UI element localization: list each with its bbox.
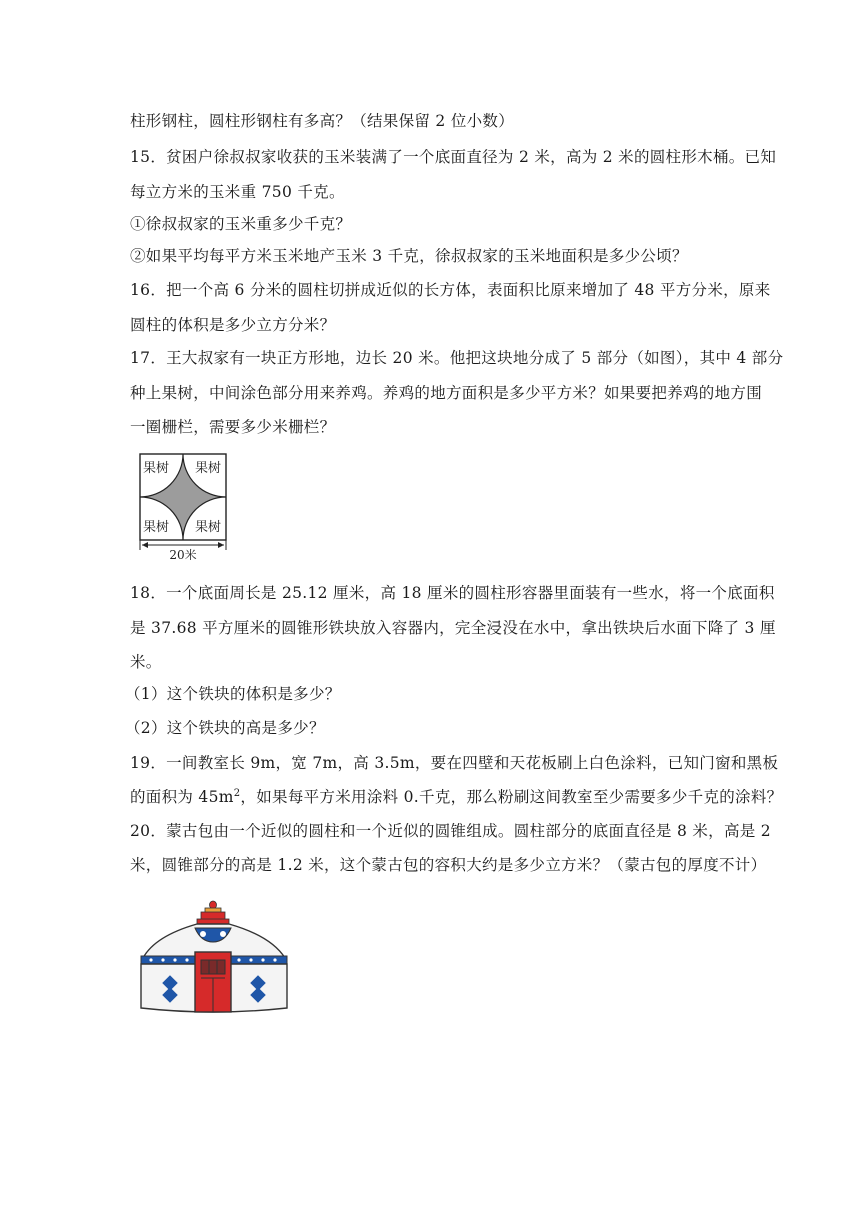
q14-tail: 柱形钢柱，圆柱形钢柱有多高？（结果保留 2 位小数） [130, 112, 515, 130]
q17-line1: 17．王大叔家有一块正方形地，边长 20 米。他把这块地分成了 5 部分（如图），其中 4 部分 [130, 349, 784, 367]
q15-sub2: ②如果平均每平方米玉米地产玉米 3 千克，徐叔叔家的玉米地面积是多少公顷？ [130, 247, 688, 265]
q19-line2: 的面积为 $45m^2$，如果每平方米用涂料 0.千克，那么粉刷这间教室至少需要多少千克的涂料？ [130, 787, 783, 806]
q20-line1: 20．蒙古包由一个近似的圆柱和一个近似的圆锥组成。圆柱部分的底面直径是 8 米，高是 2 [130, 822, 771, 840]
yurt-icon [135, 898, 297, 1016]
q15-sub1: ①徐叔叔家的玉米重多少千克？ [130, 215, 352, 233]
q19-line1: 19．一间教室长 9m，宽 7m，高 3.5m，要在四壁和天花板刷上白色涂料，已知门窗和黑板 [130, 754, 779, 772]
q15-line2: 每立方米的玉米重 750 千克。 [130, 183, 345, 201]
q17-line2: 种上果树，中间涂色部分用来养鸡。养鸡的地方面积是多少平方米？如果要把养鸡的地方围 [130, 384, 763, 402]
corner-label-tr: 果树 [195, 461, 222, 476]
q18-sub1: （1）这个铁块的体积是多少？ [125, 685, 341, 703]
q16-line2: 圆柱的体积是多少立方分米？ [130, 316, 336, 334]
corner-label-tl: 果树 [143, 461, 170, 476]
q18-line1: 18．一个底面周长是 25.12 厘米，高 18 厘米的圆柱形容器里面装有一些水，将一个底面积 [130, 584, 775, 602]
q18-sub2: （2）这个铁块的高是多少？ [125, 719, 325, 737]
corner-label-bl: 果树 [143, 520, 170, 535]
q20-line2: 米，圆锥部分的高是 1.2 米，这个蒙古包的容积大约是多少立方米？（蒙古包的厚度不计） [130, 856, 767, 874]
q18-line2: 是 37.68 平方厘米的圆锥形铁块放入容器内，完全浸没在水中，拿出铁块后水面下降了 3 厘 [130, 619, 776, 637]
dimension-label: 20米 [169, 548, 197, 560]
corner-label-br: 果树 [195, 520, 222, 535]
q16-line1: 16．把一个高 6 分米的圆柱切拼成近似的长方体，表面积比原来增加了 48 平方分米，原来 [130, 281, 771, 299]
q17-line3: 一圈栅栏，需要多少米栅栏？ [130, 418, 336, 436]
square-field-figure [130, 450, 230, 560]
q15-line1: 15．贫困户徐叔叔家收获的玉米装满了一个底面直径为 2 米，高为 2 米的圆柱形木桶。已知 [130, 148, 777, 166]
q18-line3: 米。 [130, 653, 162, 671]
